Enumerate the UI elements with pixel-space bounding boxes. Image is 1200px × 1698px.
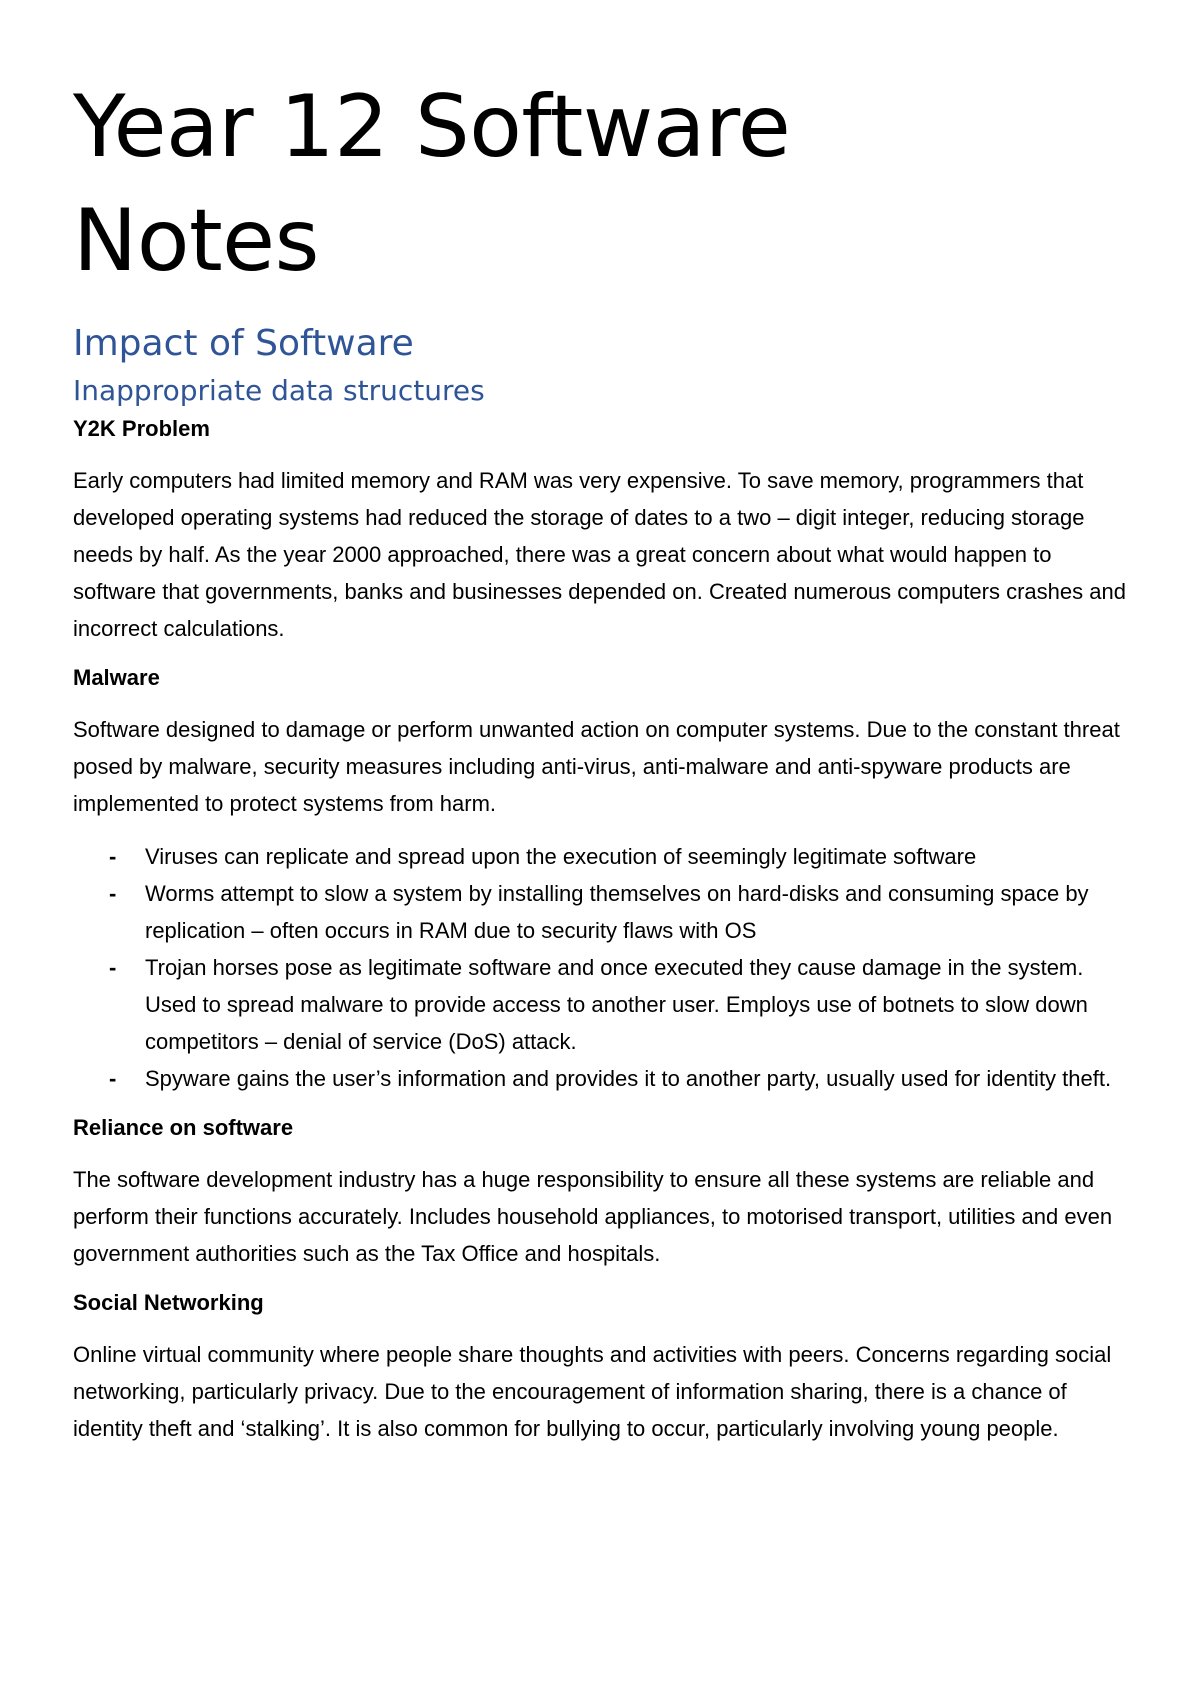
paragraph-y2k: Early computers had limited memory and RAM was very expensive. To save memory, programmers that developed operating systems had reduced the storage of dates to a two – digit integer, reducing storage needs by half. As the year 2000 approached, there was a great concern about what would happen to software that governments, banks and businesses depended on. Created numerous computers crashes and incorrect calculations. [73,468,1126,641]
title-line-1: Year 12 Software [73,77,791,177]
heading-impact-of-software: Impact of Software [73,323,414,364]
list-item [73,875,1133,949]
paragraph-malware: Software designed to damage or perform unwanted action on computer systems. Due to the constant threat posed by malware, security measures including anti-virus, anti-malware and anti-spyware products are implemented to protect systems from harm. [73,717,1120,816]
document-title [73,70,1133,298]
heading-inappropriate-data-structures: Inappropriate data structures [73,374,485,407]
malware-bullet-list [73,838,1133,1097]
heading-y2k-problem: Y2K Problem [73,416,210,441]
dash-bullet-icon: - [109,1066,117,1091]
bullet-text-worms: Worms attempt to slow a system by installing themselves on hard-disks and consuming space by replication – often occurs in RAM due to security flaws with OS [145,881,1089,943]
paragraph-reliance: The software development industry has a huge responsibility to ensure all these systems are reliable and perform their functions accurately. Includes household appliances, to motorised transport, utilities and even government authorities such as the Tax Office and hospitals. [73,1167,1113,1266]
heading-social-networking: Social Networking [73,1290,264,1315]
document-page [73,70,1133,1463]
list-item [73,1060,1133,1097]
list-item [73,838,1133,875]
bullet-text-trojans: Trojan horses pose as legitimate software and once executed they cause damage in the system. Used to spread malware to provide access to another user. Employs use of botnets to slow down competitors – denial of service (DoS) attack. [145,955,1088,1054]
heading-reliance-on-software: Reliance on software [73,1115,294,1140]
title-line-2: Notes [73,191,319,291]
heading-malware: Malware [73,665,160,690]
list-item [73,949,1133,1060]
dash-bullet-icon: - [109,844,117,869]
dash-bullet-icon: - [109,955,117,980]
dash-bullet-icon: - [109,881,117,906]
bullet-text-viruses: Viruses can replicate and spread upon the execution of seemingly legitimate software [145,844,977,869]
paragraph-social-networking: Online virtual community where people share thoughts and activities with peers. Concerns regarding social networking, particularly privacy. Due to the encouragement of information sharing, there is a chance of identity theft and ‘stalking’. It is also common for bullying to occur, particularly involving young people. [73,1342,1112,1441]
bullet-text-spyware: Spyware gains the user’s information and provides it to another party, usually used for identity theft. [145,1066,1112,1091]
